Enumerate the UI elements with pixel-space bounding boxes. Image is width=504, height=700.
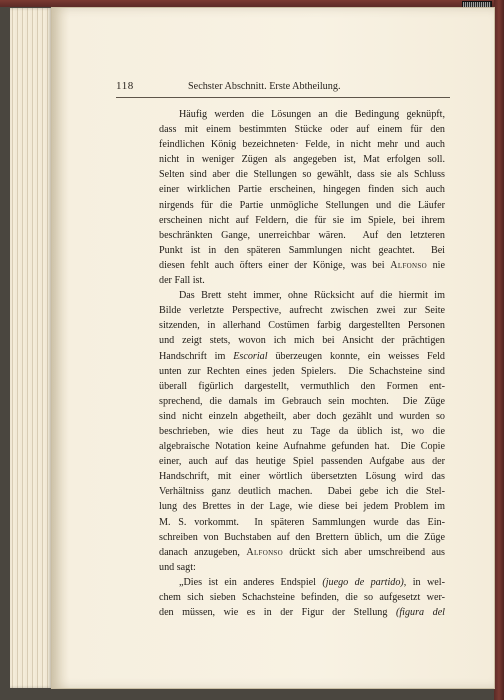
text-line: sitzenden, in allerhand Costümen farbig dargestellten Personen — [159, 320, 445, 332]
text-line: der Fall ist. — [159, 275, 205, 287]
header-rule — [116, 97, 450, 98]
term: (juego de partido) — [322, 576, 404, 588]
text-run: nie — [426, 259, 445, 271]
paragraph-3 — [139, 575, 445, 620]
text-line: einer wirklichen Partie erscheinen, hingegen finden sich auch — [159, 184, 445, 196]
text-line: sprechend, die damals im Gebrauch sein mochten. Die Züge — [159, 395, 445, 407]
text-line — [139, 605, 445, 620]
text-line: Verhältniss ganz deutlich machen. Dabei gebe ich die Stel- — [159, 486, 445, 498]
person-name: Alfonso — [390, 259, 427, 271]
page-edges — [10, 8, 52, 688]
text-line: und sagt: — [159, 561, 196, 573]
body-text — [139, 107, 445, 620]
page-number: 118 — [116, 80, 134, 92]
text-run: , in wel- — [403, 576, 445, 588]
running-head: Sechster Abschnitt. Erste Abtheilung. — [188, 81, 341, 92]
text-run: diesen fehlt auch öfters einer der Könige, was bei — [159, 259, 391, 271]
text-line — [139, 349, 445, 364]
text-line: M. S. vorkommt. In späteren Sammlungen wurde das Ein- — [159, 516, 445, 528]
text-run: danach anzugeben, — [159, 546, 247, 558]
person-name: Alfonso — [246, 546, 283, 558]
text-line: beschrieben, wie dies heut zu Tage da üblich ist, wo die — [159, 425, 445, 437]
text-line: beschränkten Gange, unerreichbar wären. Auf den letzteren — [159, 229, 445, 241]
text-line: schreiben von Buchstaben auf den Brettern üblich, um die Züge — [159, 531, 445, 543]
text-run: Handschrift im — [159, 350, 234, 362]
text-line: und zeigt stets, wovon ich mich bei Ansicht der prächtigen — [159, 335, 445, 347]
text-line — [139, 575, 445, 590]
cover-top-edge — [0, 0, 504, 7]
text-line: lung des Brettes in der Lage, wie diese bei jedem Problem im — [159, 501, 445, 513]
text-line — [139, 258, 445, 273]
text-line: sind nicht einzeln abgetheilt, aber doch gezählt und wurden so — [159, 410, 445, 422]
place-name: Escorial — [233, 350, 268, 362]
text-run: drückt sich aber umschreibend aus — [282, 546, 445, 558]
text-line: dass mit einem bestimmten Stücke oder auf einem für den — [159, 124, 445, 136]
text-line: Das Brett steht immer, ohne Rücksicht auf die hiermit im — [179, 290, 445, 302]
text-line: Bilde verletzte Perspective, aufrecht zwischen zwei zur Seite — [159, 305, 445, 317]
text-line: überall figürlich dargestellt, vermuthlich den Formen ent- — [159, 380, 445, 392]
cover-right-edge — [494, 0, 504, 700]
text-line: Häufig werden die Lösungen an die Bedingung geknüpft, — [179, 109, 445, 120]
text-line: chem sich sieben Schachsteine befinden, die so aufgesetzt wer- — [159, 592, 445, 603]
text-run: „Dies ist ein anderes Endspiel — [179, 576, 323, 588]
text-line: einer, auch auf das heutige Spiel passenden Aufgabe aus der — [159, 456, 445, 468]
text-line: algebraische Notation keine Aufnahme gefunden hat. Die Copie — [159, 441, 445, 453]
text-line: nirgends für die Partie unmögliche Stellungen und die Läufer — [159, 199, 445, 211]
text-line: unten zur Rechten eines jeden Spielers. Die Schachsteine sind — [159, 365, 445, 377]
text-line: Handschrift, mit einer wörtlich übersetzten Lösung wird das — [159, 471, 445, 483]
text-line: feindlichen König bezeichneten· Felde, in nicht mehr und auch — [159, 139, 445, 151]
text-line — [139, 545, 445, 560]
text-line: Punkt ist in den späteren Sammlungen nicht geachtet. Bei — [159, 244, 445, 256]
text-run: überzeugen konnte, ein weisses Feld — [267, 350, 445, 362]
text-line: Selten sind aber die Stellungen so gewählt, dass sie als Schluss — [159, 169, 445, 181]
paragraph-1 — [139, 107, 445, 288]
text-run: den müssen, wie es in der Figur der Stellung — [159, 607, 396, 619]
term: (figura del — [395, 607, 445, 619]
text-line: nicht in weniger Zügen als angegeben ist, Mat erfolgen soll. — [159, 154, 445, 166]
text-line: erscheinen nicht auf Feldern, die für sie im Spiele, bei ihrem — [159, 214, 445, 226]
paragraph-2 — [139, 288, 445, 575]
page-header — [116, 80, 450, 96]
